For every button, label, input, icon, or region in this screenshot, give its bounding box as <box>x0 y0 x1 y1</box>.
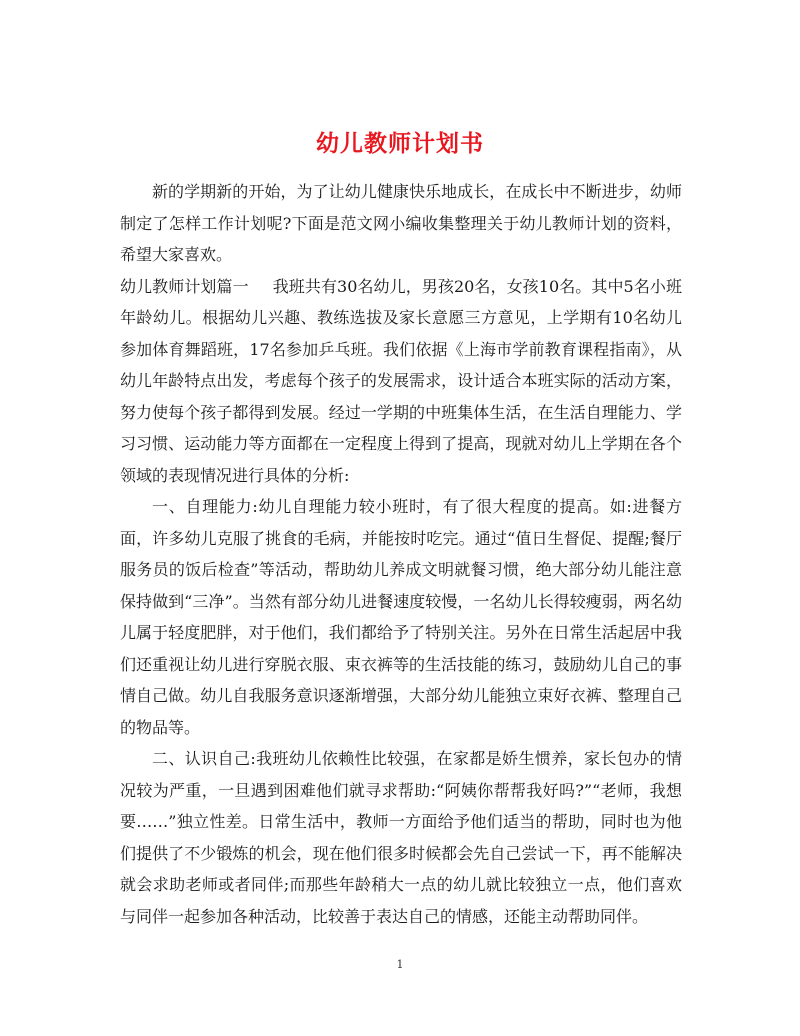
self-awareness-paragraph: 二、认识自己:我班幼儿依赖性比较强，在家都是娇生惯养，家长包办的情况较为严重，一旦遇到困难他们就寻求帮助:“阿姨你帮帮我好吗?”“老师，我想要……”独立性差。日常生活中，教师一方面给予他们适当的帮助，同时也为他们提供了不少锻炼的机会，现在他们很多时候都会先自己尝试一下，再不能解决就会求助老师或者同伴;而那些年龄稍大一点的幼儿就比较独立一点，他们喜欢与同伴一起参加各种活动，比较善于表达自己的情感，还能主动帮助同伴。 <box>120 749 682 926</box>
document-body <box>120 176 682 932</box>
page-title: 幼儿教师计划书 <box>316 130 484 158</box>
section-label: 幼儿教师计划篇一 <box>120 276 249 296</box>
intro-paragraph: 新的学期新的开始，为了让幼儿健康快乐地成长，在成长中不断进步，幼师制定了怎样工作计划呢?下面是范文网小编收集整理关于幼儿教师计划的资料，希望大家喜欢。 <box>120 182 682 264</box>
self-care-paragraph: 一、自理能力:幼儿自理能力较小班时，有了很大程度的提高。如:进餐方面，许多幼儿克服了挑食的毛病，并能按时吃完。通过“值日生督促、提醒;餐厅服务员的饭后检查”等活动，帮助幼儿养成文明就餐习惯，绝大部分幼儿能注意保持做到“三净”。当然有部分幼儿进餐速度较慢，一名幼儿长得较瘦弱，两名幼儿属于轻度肥胖，对于他们，我们都给予了特别关注。另外在日常生活起居中我们还重视让幼儿进行穿脱衣服、束衣裤等的生活技能的练习，鼓励幼儿自己的事情自己做。幼儿自我服务意识逐渐增强，大部分幼儿能独立束好衣裤、整理自己的物品等。 <box>120 497 682 737</box>
page-number: 1 <box>396 958 404 971</box>
section-paragraph <box>120 271 682 492</box>
section-body: 我班共有30名幼儿，男孩20名，女孩10名。其中5名小班年龄幼儿。根据幼儿兴趣、教练选拔及家长意愿三方意见，上学期有10名幼儿参加体育舞蹈班，17名参加乒乓班。我们依据《上海市学前教育课程指南》，从幼儿年龄特点出发，考虑每个孩子的发展需求，设计适合本班实际的活动方案，努力使每个孩子都得到发展。经过一学期的中班集体生活，在生活自理能力、学习习惯、运动能力等方面都在一定程度上得到了提高，现就对幼儿上学期在各个领域的表现情况进行具体的分析: <box>120 276 682 485</box>
